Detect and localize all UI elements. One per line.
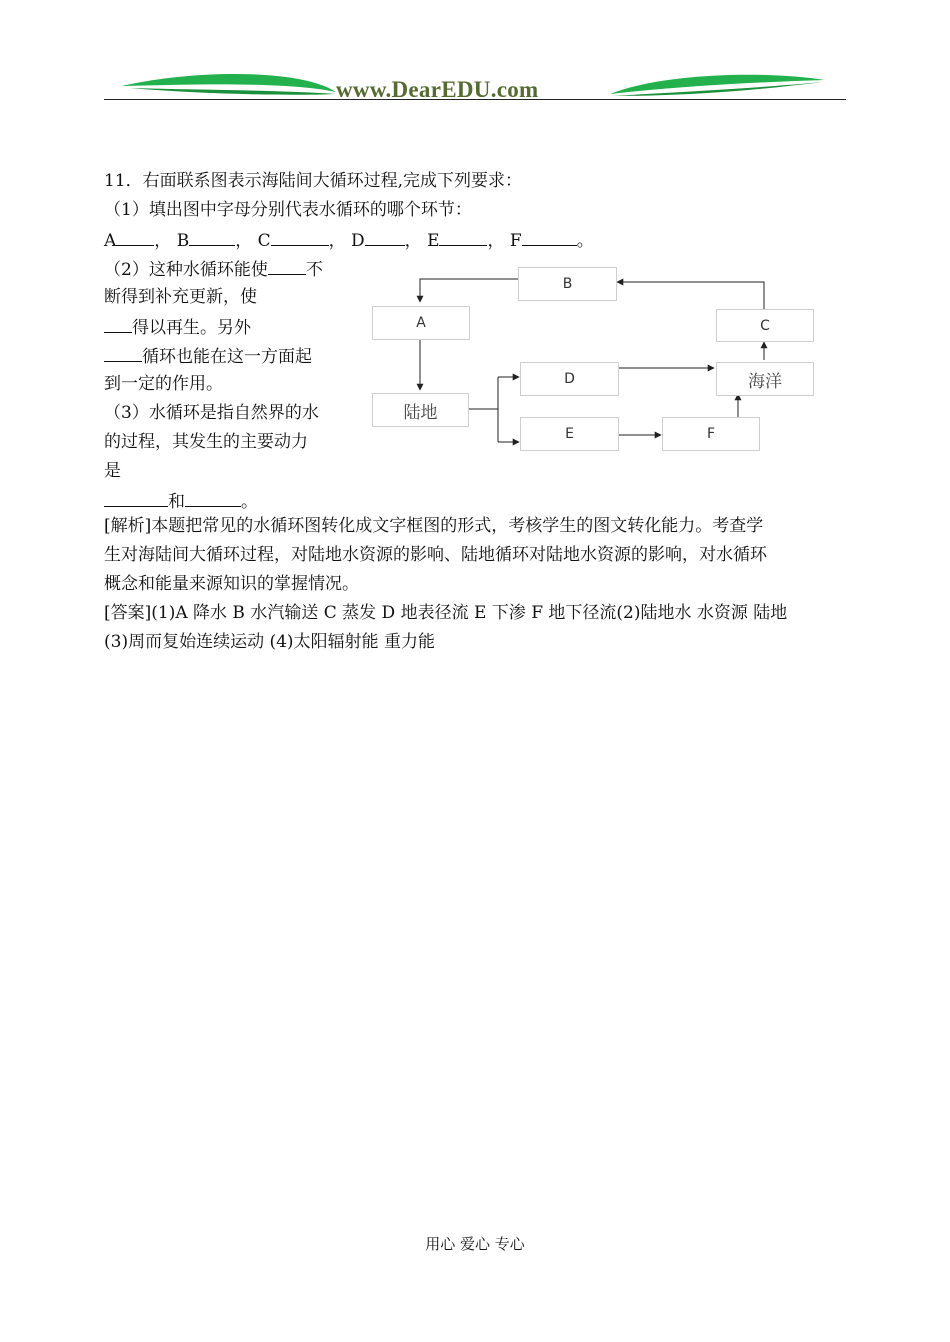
part2-line-1 [104,258,323,280]
header-divider [104,99,846,100]
label-b: B [176,231,190,251]
node-land: 陆地 [372,393,469,427]
part2-text: 得以再生。另外 [132,318,251,338]
node-a: A [372,306,470,340]
separator: ， [328,231,346,251]
blank-b [189,229,235,246]
node-ocean: 海洋 [716,362,814,396]
separator: ， [154,231,172,251]
part3-line-2: 的过程，其发生的主要动力 [104,432,308,452]
blank-part3-2 [185,490,241,507]
part3-text: 和 [168,492,185,512]
analysis-line-1: [解析]本题把常见的水循环图转化成文字框图的形式，考核学生的图文转化能力。考查学 [104,516,764,536]
part2-line-5: 到一定的作用。 [104,374,223,394]
blank-e [439,229,487,246]
node-d: D [520,362,619,396]
separator: 。 [576,231,594,251]
blank-part2-3 [104,345,142,362]
answer-line-2: (3)周而复始连续运动 (4)太阳辐射能 重力能 [104,632,435,652]
label-d: D [351,231,365,251]
blank-a [116,229,154,246]
analysis-line-2: 生对海陆间大循环过程，对陆地水资源的影响、陆地循环对陆地水资源的影响，对水循环 [104,545,767,565]
label-f: F [509,231,522,251]
part2-text: 不 [305,260,323,280]
part3-line-1: （3）水循环是指自然界的水 [104,403,319,423]
part2-line-3 [104,316,251,338]
blank-c [271,229,329,246]
node-e: E [520,417,619,451]
label-a: A [104,231,117,251]
part2-line-2: 断得到补充更新，使 [104,287,257,307]
separator: ， [235,231,253,251]
page-footer: 用心 爱心 专心 [425,1235,525,1253]
blank-d [365,229,405,246]
question-title: 11．右面联系图表示海陆间大循环过程,完成下列要求： [104,171,523,191]
part3-line-4 [104,490,258,512]
node-c: C [716,309,814,342]
part2-text: 循环也能在这一方面起 [142,347,312,367]
site-logo-text: www.DearEDU.com [336,77,539,102]
part1-blanks-line [104,229,594,251]
separator: ， [487,231,505,251]
part3-text: 。 [241,492,258,512]
node-f: F [662,417,760,451]
node-b: B [518,267,617,301]
analysis-line-3: 概念和能量来源知识的掌握情况。 [104,574,359,594]
part2-line-4 [104,345,312,367]
separator: ， [404,231,422,251]
page-header [0,60,950,110]
blank-part2-2 [104,316,132,333]
part2-text: （2）这种水循环能使 [104,260,268,280]
label-e: E [427,231,440,251]
part1-prompt: （1）填出图中字母分别代表水循环的哪个环节： [104,200,472,220]
answer-line-1: [答案](1)A 降水 B 水汽输送 C 蒸发 D 地表径流 E 下渗 F 地下径流(2)陆地水 水资源 陆地 [104,603,788,623]
part3-line-3: 是 [104,461,121,481]
blank-part2-1 [268,258,306,275]
blank-part3-1 [104,490,168,507]
label-c: C [257,231,271,251]
blank-f [522,229,577,246]
